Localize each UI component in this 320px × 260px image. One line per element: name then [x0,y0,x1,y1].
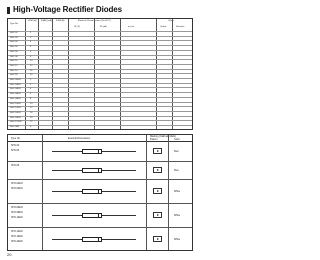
vf-header: VF (V) [74,26,81,28]
row-vrm: 16 [30,69,33,72]
row-type: SHV-20EN [10,116,21,119]
diode-body [82,149,102,154]
table-row [8,69,192,70]
col-divider [42,135,43,250]
row-vrm: 8 [30,97,32,100]
row-type: SHV-20 [10,74,18,77]
cathode-arrow-icon [157,238,159,240]
table-row [8,31,192,32]
lower-pattern-header: Pattern [150,138,158,141]
row-type: SHV-16 [10,69,18,72]
table-row [8,97,192,98]
cathode-band [98,169,99,172]
marking-color: White [174,213,181,217]
col-divider [146,135,147,250]
lower-color-header: Color [174,138,180,141]
diode-lead [52,151,82,152]
row-type: SHV-10EN [10,102,21,105]
marking-pattern-icon [153,212,162,218]
marking-pattern-icon [153,167,162,173]
outline-type: SHV-10EN [11,216,23,219]
marking-color: Red [174,168,179,172]
cathode-band [98,190,99,193]
outline-table-header [8,135,192,142]
spec-table [7,18,193,130]
diode-body [82,237,102,242]
marking-color: White [174,189,181,193]
outline-type: SHV-03EN [11,187,23,190]
row-type: SHV-16EN [10,111,21,114]
cathode-band [98,150,99,153]
table-row [8,45,192,49]
trr-header: trr (ns) [128,26,135,28]
outline-type: SHV-12EN [11,230,23,233]
diode-lead [102,215,136,216]
marking-color: Red [174,149,179,153]
row-vrm: 2 [30,79,32,81]
cathode-arrow-icon [157,150,159,152]
table-row [8,78,192,79]
diode-body [82,213,102,218]
row-type: SHV-02EN [10,79,21,81]
outline-header: Outline [160,26,167,28]
row-vrm: 6 [30,50,32,53]
marking-pattern-icon [153,236,162,242]
row-vrm: 2 [30,32,32,34]
diode-lead [52,215,82,216]
row-vrm: 10 [30,102,33,105]
cathode-arrow-icon [157,169,159,171]
outline-type: SHV-02 [11,144,20,147]
ir-header: IR (μA) [100,26,107,28]
col-divider [168,135,169,250]
row-vrm: 8 [30,55,32,58]
row-vrm: 12 [30,121,33,124]
row-type: SHV-02 [10,32,18,34]
row-vrm: 4 [30,41,32,44]
lower-outline-header: External Dimensions [68,136,90,140]
outline-type: SHV-06EN [11,206,23,209]
row-type: SHV-08EN [10,97,21,100]
group-divider [8,161,192,162]
table-row [8,73,192,77]
table-row [8,36,192,37]
marking-pattern-icon [153,188,162,194]
cathode-band [98,238,99,241]
outline-type: SHV-06 [11,164,20,167]
diode-lead [102,239,136,240]
diode-lead [102,191,136,192]
outline-type: SHV-20EN [11,240,23,243]
row-vrm: 5 [30,46,32,49]
row-type: SHV-12 [10,64,18,67]
conditions-header: Electrical Characteristics (Ta=25°C) [78,20,111,22]
diode-lead [102,170,136,171]
if-header: IF(AV) (mA) [41,20,52,22]
row-type: SHV-03 [10,36,18,39]
row-type: SHV-06 [10,50,18,53]
row-vrm: 20 [30,74,33,77]
group-divider [8,203,192,204]
row-vrm: 6 [30,93,32,96]
table-row [8,83,192,84]
row-vrm: 10 [30,60,33,63]
row-vrm: 4 [30,88,32,91]
row-type: SHV-04 [10,41,18,44]
cathode-arrow-icon [157,214,159,216]
table-row [8,55,192,56]
outline-type: SHV-16EN [11,235,23,238]
table-row [8,102,192,103]
page-number: 20 [7,252,12,257]
outline-type: SHV-02EN [11,182,23,185]
row-type: SHV-08 [10,55,18,58]
row-type: SHV-06EN [10,93,21,96]
row-type: SHV-12-EN [10,121,22,124]
group-divider [8,179,192,180]
row-type: SHV-06N [10,126,20,128]
page-title: High-Voltage Rectifier Diodes [13,5,122,14]
page-title-bar [7,6,193,15]
row-type: SHV-05 [10,46,18,49]
row-type: SHV-12EN [10,107,21,110]
cathode-arrow-icon [157,190,159,192]
row-vrm: 16 [30,111,33,114]
diode-body [82,168,102,173]
table-row [8,125,192,126]
table-row [8,111,192,112]
diode-body [82,189,102,194]
table-row [8,59,192,63]
row-type: SHV-04EN [10,88,21,91]
row-vrm: 3 [30,36,32,39]
table-row [8,40,192,44]
diode-lead [52,170,82,171]
row-vrm: 12 [30,64,33,67]
group-divider [8,227,192,228]
ifsm-header: IFSM (A) [56,20,65,22]
row-vrm: 20 [30,116,33,119]
marking-pattern-icon [153,148,162,154]
row-vrm: 6 [30,126,32,128]
row-type: SHV-10 [10,60,18,63]
lower-marking-header: Marking (Cathode Mark) [150,135,176,138]
table-row [8,116,192,117]
remarks-header: Remarks [176,26,185,28]
marking-color: White [174,237,181,241]
table-row [8,64,192,65]
vrm-header: VRM (kV) [28,20,38,22]
outline-table [7,134,193,251]
others-header: Others [168,20,175,22]
row-type: SHV-03EN [10,83,21,86]
diode-lead [52,239,82,240]
title-marker [7,7,10,14]
diode-lead [102,151,136,152]
table-row [8,50,192,51]
row-vrm: 3 [30,83,32,86]
row-vrm: 12 [30,107,33,110]
outline-type: SHV-08EN [11,211,23,214]
cathode-band [98,214,99,217]
type-header: Type No. [10,23,19,25]
outline-type: SHV-03 [11,149,20,152]
lower-type-header: Type No. [11,136,21,140]
diode-lead [52,191,82,192]
